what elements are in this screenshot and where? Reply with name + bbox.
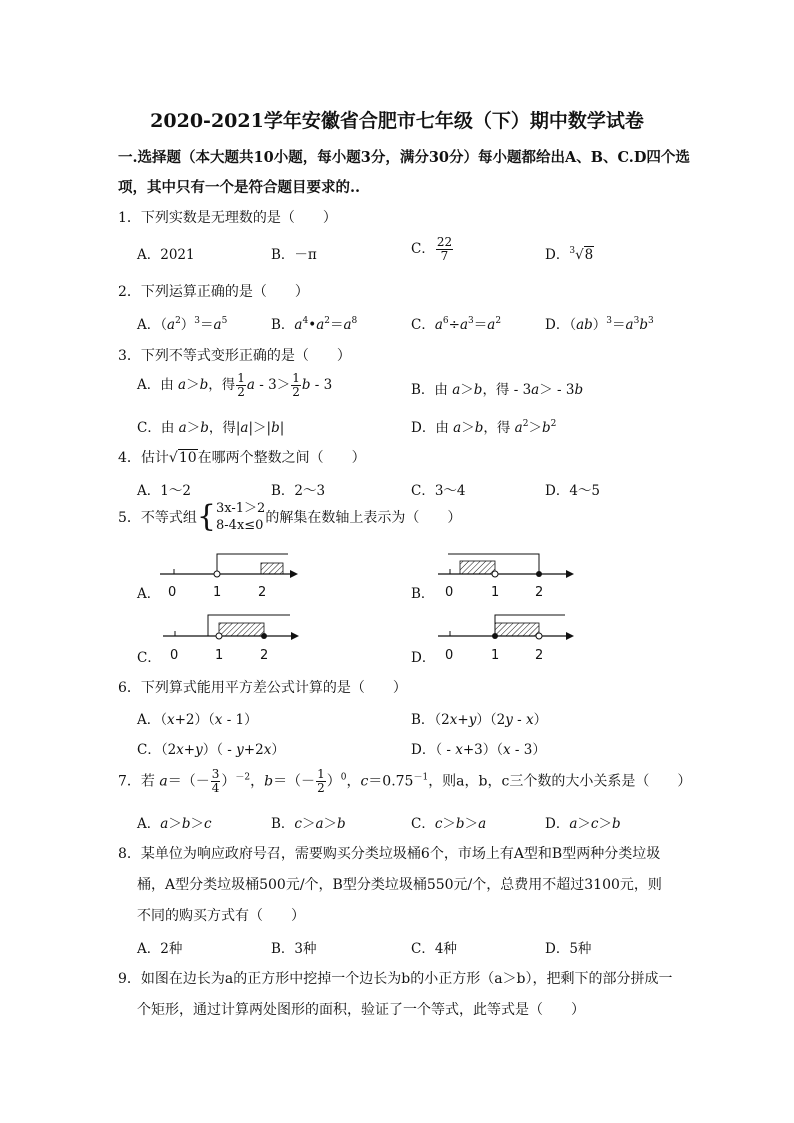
q7-option-a: A．a＞b＞c (137, 816, 212, 832)
q4-option-d: D．4～5 (545, 483, 601, 499)
tick-label-2: 2 (260, 648, 269, 663)
q9-stem-line2: 个矩形，通过计算两处图形的面积，验证了一个等式，此等式是（ ） (137, 1002, 585, 1018)
q3-option-b: B．由 a＞b，得 - 3a＞ - 3b (411, 382, 584, 398)
q1-stem: 1．下列实数是无理数的是（ ） (118, 210, 337, 226)
solution-region (219, 623, 264, 636)
tick-label-1: 1 (213, 585, 222, 600)
q1-option-c-label: C． (411, 241, 435, 257)
axis-arrow (291, 632, 299, 640)
q8-stem-line3: 不同的购买方式有（ ） (137, 908, 305, 924)
q8-stem-line2: 桶，A型分类垃圾桶500元/个，B型分类垃圾桶550元/个，总费用不超过3100元，则 (137, 877, 662, 893)
axis-arrow (290, 570, 298, 578)
q3-stem: 3．下列不等式变形正确的是（ ） (118, 348, 351, 364)
solution-region (495, 623, 539, 636)
q1-option-c-fraction (436, 236, 453, 263)
q8-stem-line1: 8．某单位为响应政府号召，需要购买分类垃圾桶6个，市场上有A型和B型两种分类垃圾 (118, 846, 661, 862)
tick-label-0: 0 (445, 648, 454, 663)
q1-option-d (545, 243, 594, 263)
tick-label-0: 0 (170, 648, 179, 663)
page-title: 2020-2021学年安徽省合肥市七年级（下）期中数学试卷 (150, 110, 644, 132)
q3-option-c: C．由 a＞b，得|a|＞|b| (137, 420, 285, 436)
section-header-line1: 一.选择题（本大题共10小题，每小题3分，满分30分）每小题都给出A、B、C.D四个选 (118, 149, 690, 166)
q4-stem (118, 447, 366, 467)
q7-stem: 7．若 a＝（－ $\frac{3}{4}$ ）$^{-2}$，b＝（－ $\frac{1}{2}$ ）$^0$，$c=0.75^{-1}$，则a，b，c三个数的大小关系是（ ） (118, 767, 692, 795)
closed-point-2 (261, 633, 267, 639)
q2-option-a: A．$(a^2)^3=a^5$ (137, 316, 228, 333)
open-point-1 (492, 571, 498, 577)
tick-label-2: 2 (535, 585, 544, 600)
q4-radical: √10 (168, 450, 197, 466)
axis-arrow (566, 570, 574, 578)
q5-numberline-c (163, 613, 313, 663)
q5-numberline-d (438, 613, 588, 663)
q5-stem (118, 500, 461, 534)
q5-option-d-label: D． (411, 650, 436, 666)
q7-option-d: D．a＞c＞b (545, 816, 621, 832)
closed-point-2 (536, 571, 542, 577)
q1-d-root-index: 3 (569, 246, 576, 256)
q5-option-c-label: C． (137, 650, 161, 666)
tick-label-0: 0 (445, 585, 454, 600)
q1-option-d-label: D． (545, 247, 570, 263)
q4-radicand: 10 (178, 450, 197, 466)
q6-option-a: A．（x+2）（x - 1） (137, 712, 258, 728)
q1-d-radical: √8 (575, 247, 594, 263)
q4-option-c: C．3～4 (411, 483, 466, 499)
section-header-line2: 项，其中只有一个是符合题目要求的.. (118, 179, 361, 196)
q4-stem-suffix: 在哪两个整数之间（ ） (197, 450, 366, 466)
svg-defs (0, 0, 1, 1)
q4-option-b: B．2～3 (271, 483, 326, 499)
q8-option-a: A．2种 (137, 941, 183, 957)
q4-option-a: A．1～2 (137, 483, 191, 499)
q7-option-c: C．c＞b＞a (411, 816, 487, 832)
q2-stem: 2．下列运算正确的是（ ） (118, 284, 309, 300)
q3-option-d: D．由 a＞b，得 $a^2>b^2$ (411, 419, 557, 436)
q6-option-d: D．（ - x+3）（x - 3） (411, 742, 546, 758)
q2-option-c: C．$a^6\div a^3=a^2$ (411, 316, 502, 333)
q9-stem-line1: 9．如图在边长为a的正方形中挖掉一个边长为b的小正方形（a＞b），把剩下的部分拼成一 (118, 971, 673, 987)
q5-numberline-a (160, 552, 310, 602)
q1-d-radicand: 8 (584, 247, 594, 263)
q5-inequality-2: 8-4x≤0 (216, 518, 264, 533)
tick-label-2: 2 (258, 585, 267, 600)
closed-point-1 (492, 633, 498, 639)
tick-label-2: 2 (535, 648, 544, 663)
q3-option-a: A．由 a＞b，得 $\frac{1}{2}$ a - 3＞ $\frac{1}{2}$ b - 3 (137, 371, 333, 399)
q2-option-b: B．$a^4•a^2=a^8$ (271, 316, 358, 333)
q1-option-c (411, 236, 454, 263)
axis-arrow (566, 632, 574, 640)
q5-inequality-1: 3x-1＞2 (216, 501, 266, 516)
tick-label-1: 1 (491, 585, 500, 600)
q6-option-b: B．（2x+y）（2y - x） (411, 712, 548, 728)
tick-label-1: 1 (491, 648, 500, 663)
q6-option-c: C．（2x+y）（ - y+2x） (137, 742, 285, 758)
q6-stem: 6．下列算式能用平方差公式计算的是（ ） (118, 680, 407, 696)
open-point-1 (214, 571, 220, 577)
q1-option-a: A．2021 (137, 247, 195, 263)
tick-label-1: 1 (215, 648, 224, 663)
q8-option-b: B．3种 (271, 941, 317, 957)
q5-stem-prefix: 5．不等式组 (118, 510, 197, 526)
q5-option-a-label: A． (137, 586, 161, 602)
solution-region (460, 561, 495, 574)
q1-c-numerator: 22 (436, 235, 453, 249)
q4-stem-prefix: 4．估计 (118, 450, 169, 466)
q5-numberline-b (438, 552, 588, 602)
q5-stem-suffix: 的解集在数轴上表示为（ ） (265, 510, 462, 526)
open-point-1 (216, 633, 222, 639)
q7-stem-end: ，则a，b，c三个数的大小关系是（ ） (428, 773, 692, 790)
q8-option-c: C．4种 (411, 941, 457, 957)
q1-option-b: B．－π (271, 247, 317, 263)
left-brace: { (196, 499, 217, 534)
q1-c-denominator: 7 (440, 249, 449, 263)
open-point-2 (536, 633, 542, 639)
q8-option-d: D．5种 (545, 941, 592, 957)
solution-region (261, 563, 283, 574)
q5-option-b-label: B． (411, 586, 435, 602)
q2-option-d: D．$(ab)^3=a^3b^3$ (545, 316, 654, 333)
tick-label-0: 0 (168, 585, 177, 600)
q7-option-b: B．c＞a＞b (271, 816, 346, 832)
q5-inequality-system (216, 500, 265, 534)
